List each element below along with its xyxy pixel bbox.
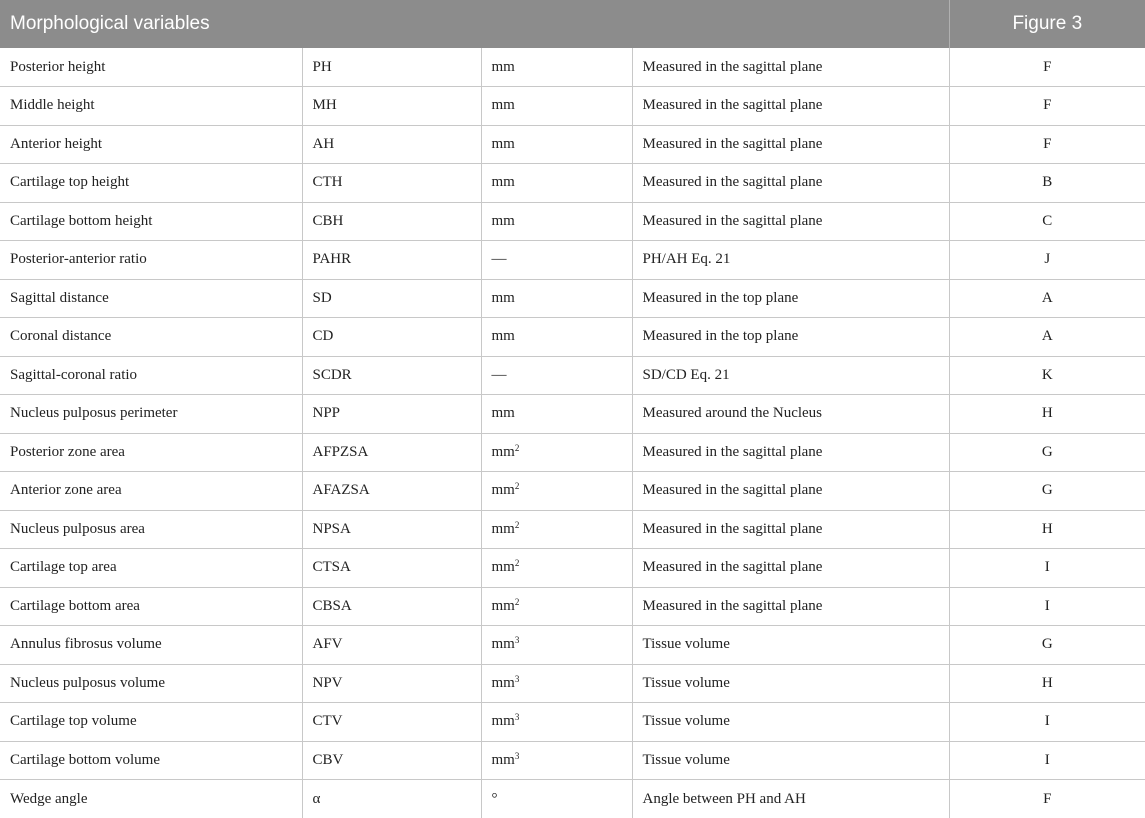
- table-row: [0, 318, 1145, 357]
- unit-cell: [481, 433, 632, 472]
- variable-name-cell: Coronal distance: [0, 318, 302, 357]
- table-row: [0, 549, 1145, 588]
- unit-exponent: 3: [514, 712, 520, 723]
- table-row: [0, 164, 1145, 203]
- table-row: [0, 356, 1145, 395]
- description-cell: Measured in the sagittal plane: [632, 587, 949, 626]
- variable-name-cell: Cartilage bottom area: [0, 587, 302, 626]
- unit-cell: [481, 356, 632, 395]
- variable-name-cell: Sagittal-coronal ratio: [0, 356, 302, 395]
- description-cell: PH/AH Eq. 21: [632, 241, 949, 280]
- variable-name-cell: Sagittal distance: [0, 279, 302, 318]
- unit-cell: [481, 241, 632, 280]
- variable-name-cell: Posterior zone area: [0, 433, 302, 472]
- unit-base: mm: [491, 597, 515, 614]
- description-cell: Tissue volume: [632, 626, 949, 665]
- variable-name-cell: Cartilage top volume: [0, 703, 302, 742]
- abbreviation-cell: PAHR: [302, 241, 481, 280]
- variable-name-cell: Cartilage top height: [0, 164, 302, 203]
- table-row: [0, 433, 1145, 472]
- unit-exponent: 3: [514, 750, 520, 761]
- unit-base: —: [491, 251, 507, 268]
- unit-cell: [481, 318, 632, 357]
- unit-cell: [481, 125, 632, 164]
- unit-cell: [481, 279, 632, 318]
- variable-name-cell: Anterior height: [0, 125, 302, 164]
- unit-base: mm: [491, 713, 515, 730]
- figure-panel-cell: B: [949, 164, 1145, 203]
- abbreviation-cell: PH: [302, 48, 481, 87]
- unit-exponent: 2: [514, 481, 520, 492]
- variable-name-cell: Annulus fibrosus volume: [0, 626, 302, 665]
- figure-panel-cell: F: [1043, 790, 1052, 807]
- abbreviation-cell: CBV: [302, 741, 481, 780]
- table-row: [0, 780, 1145, 818]
- figure-panel-cell: H: [949, 395, 1145, 434]
- unit-cell: [481, 664, 632, 703]
- unit-base: mm: [491, 751, 515, 768]
- figure-panel-cell: H: [949, 510, 1145, 549]
- unit-exponent: 3: [514, 635, 520, 646]
- figure-panel-cell: I: [949, 741, 1145, 780]
- table-row: [0, 202, 1145, 241]
- unit-cell: [481, 587, 632, 626]
- table-row: [0, 510, 1145, 549]
- description-cell: Measured in the sagittal plane: [632, 87, 949, 126]
- description-cell: Measured in the sagittal plane: [632, 472, 949, 511]
- abbreviation-cell: AFV: [302, 626, 481, 665]
- abbreviation-cell: SCDR: [302, 356, 481, 395]
- abbreviation-cell: CD: [302, 318, 481, 357]
- description-cell: Measured in the sagittal plane: [632, 549, 949, 588]
- unit-base: mm: [491, 58, 515, 75]
- unit-base: °: [491, 790, 498, 807]
- abbreviation-cell: AH: [302, 125, 481, 164]
- figure-panel-cell: G: [949, 626, 1145, 665]
- table-row: [0, 741, 1145, 780]
- table-row: [0, 472, 1145, 511]
- unit-base: mm: [491, 97, 515, 114]
- unit-base: mm: [491, 520, 515, 537]
- variable-name-cell: Cartilage bottom volume: [0, 741, 302, 780]
- description-cell: Measured around the Nucleus: [632, 395, 949, 434]
- description-cell: Tissue volume: [632, 703, 949, 742]
- figure-panel-cell: J: [949, 241, 1145, 280]
- figure-panel-cell: I: [949, 587, 1145, 626]
- variable-name-cell: Cartilage top area: [0, 549, 302, 588]
- table-row: [0, 87, 1145, 126]
- variable-name-cell: Wedge angle: [0, 780, 302, 818]
- unit-cell: [481, 87, 632, 126]
- table-row: [0, 395, 1145, 434]
- abbreviation-cell: AFAZSA: [302, 472, 481, 511]
- unit-exponent: 2: [514, 442, 520, 453]
- unit-base: mm: [491, 328, 515, 345]
- unit-cell: [481, 395, 632, 434]
- table-row: [0, 125, 1145, 164]
- figure-panel-cell: H: [949, 664, 1145, 703]
- variable-name-cell: Middle height: [0, 87, 302, 126]
- unit-cell: [481, 549, 632, 588]
- abbreviation-cell: α: [302, 780, 481, 818]
- figure-panel-cell: G: [949, 472, 1145, 511]
- figure-column-header: Figure 3: [949, 0, 1145, 48]
- unit-cell: [481, 472, 632, 511]
- description-cell: Measured in the sagittal plane: [632, 125, 949, 164]
- figure-panel-cell: A: [949, 279, 1145, 318]
- unit-base: —: [491, 366, 507, 383]
- variable-name-cell: Posterior height: [0, 48, 302, 87]
- unit-base: mm: [491, 482, 515, 499]
- unit-cell: [481, 626, 632, 665]
- description-cell: Tissue volume: [632, 741, 949, 780]
- unit-cell: [481, 164, 632, 203]
- table-row: [0, 279, 1145, 318]
- unit-exponent: 2: [514, 596, 520, 607]
- table-row: [0, 48, 1145, 87]
- table-row: [0, 703, 1145, 742]
- figure-panel-cell: F: [949, 48, 1145, 87]
- unit-base: mm: [491, 405, 515, 422]
- unit-base: mm: [491, 174, 515, 191]
- figure-panel-cell: A: [949, 318, 1145, 357]
- abbreviation-cell: CTV: [302, 703, 481, 742]
- unit-base: mm: [491, 559, 515, 576]
- unit-cell: [481, 703, 632, 742]
- figure-panel-cell: F: [949, 125, 1145, 164]
- unit-base: mm: [491, 443, 515, 460]
- description-cell: Measured in the sagittal plane: [632, 164, 949, 203]
- abbreviation-cell: CTH: [302, 164, 481, 203]
- abbreviation-cell: NPSA: [302, 510, 481, 549]
- unit-cell: [481, 510, 632, 549]
- description-cell: Measured in the sagittal plane: [632, 202, 949, 241]
- table-row: [0, 587, 1145, 626]
- unit-cell: [481, 202, 632, 241]
- variable-name-cell: Cartilage bottom height: [0, 202, 302, 241]
- description-cell: SD/CD Eq. 21: [632, 356, 949, 395]
- variable-name-cell: Nucleus pulposus volume: [0, 664, 302, 703]
- header-row: [0, 0, 1145, 48]
- description-cell: Measured in the sagittal plane: [632, 510, 949, 549]
- figure-panel-cell: I: [949, 703, 1145, 742]
- abbreviation-cell: CBH: [302, 202, 481, 241]
- abbreviation-cell: CBSA: [302, 587, 481, 626]
- figure-panel-cell: G: [949, 433, 1145, 472]
- variable-name-cell: Nucleus pulposus area: [0, 510, 302, 549]
- unit-exponent: 3: [514, 673, 520, 684]
- unit-cell: [481, 780, 632, 818]
- figure-panel-cell: I: [949, 549, 1145, 588]
- description-cell: Angle between PH and AH: [632, 780, 949, 818]
- table-row: [0, 626, 1145, 665]
- table-title: Morphological variables: [0, 0, 949, 48]
- unit-base: mm: [491, 636, 515, 653]
- abbreviation-cell: CTSA: [302, 549, 481, 588]
- figure-panel-cell: C: [949, 202, 1145, 241]
- unit-exponent: 2: [514, 519, 520, 530]
- unit-exponent: 2: [514, 558, 520, 569]
- table-header: [0, 0, 1145, 48]
- variable-name-cell: Nucleus pulposus perimeter: [0, 395, 302, 434]
- description-cell: Measured in the top plane: [632, 318, 949, 357]
- description-cell: Tissue volume: [632, 664, 949, 703]
- figure-panel-cell: F: [949, 87, 1145, 126]
- unit-base: mm: [491, 135, 515, 152]
- abbreviation-cell: SD: [302, 279, 481, 318]
- description-cell: Measured in the top plane: [632, 279, 949, 318]
- abbreviation-cell: NPV: [302, 664, 481, 703]
- description-cell: Measured in the sagittal plane: [632, 433, 949, 472]
- unit-cell: [481, 48, 632, 87]
- variable-name-cell: Anterior zone area: [0, 472, 302, 511]
- table-body: [0, 48, 1145, 818]
- figure-panel-cell: K: [949, 356, 1145, 395]
- description-cell: Measured in the sagittal plane: [632, 48, 949, 87]
- unit-base: mm: [491, 289, 515, 306]
- table-row: [0, 664, 1145, 703]
- abbreviation-cell: AFPZSA: [302, 433, 481, 472]
- table-row: [0, 241, 1145, 280]
- abbreviation-cell: NPP: [302, 395, 481, 434]
- variable-name-cell: Posterior-anterior ratio: [0, 241, 302, 280]
- unit-base: mm: [491, 674, 515, 691]
- unit-base: mm: [491, 212, 515, 229]
- abbreviation-cell: MH: [302, 87, 481, 126]
- unit-cell: [481, 741, 632, 780]
